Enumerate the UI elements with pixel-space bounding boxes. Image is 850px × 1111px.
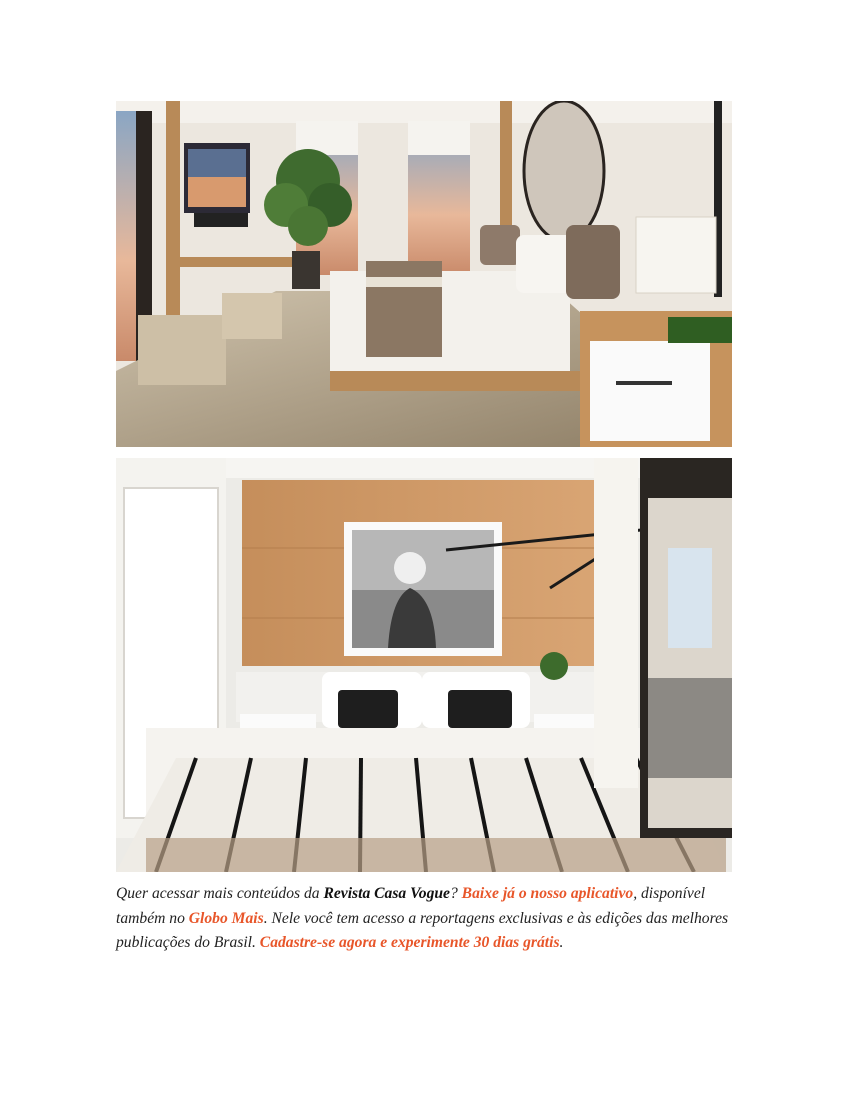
bedroom-photo-2-illustration (116, 458, 732, 872)
brand-name: Revista Casa Vogue (323, 885, 450, 902)
bedroom-photo-1-illustration (116, 101, 732, 447)
caption-mid-1: , disponível também no (116, 885, 706, 927)
caption-paragraph (116, 882, 736, 956)
signup-trial-link[interactable]: Cadastre-se agora e experimente 30 dias grátis (259, 934, 560, 951)
caption-mid-2: . Nele você tem acesso a reportagens exclusivas e às edições das melhores publicações do Brasil. (116, 909, 729, 951)
bedroom-photo-1 (116, 101, 732, 447)
caption-lead: Quer acessar mais conteúdos da (116, 885, 324, 902)
globo-mais-link[interactable]: Globo Mais (188, 909, 264, 927)
caption-end: . (559, 934, 564, 951)
caption-question-mark: ? (449, 885, 462, 902)
download-app-link[interactable]: Baixe já o nosso aplicativo (461, 885, 634, 902)
bedroom-photo-2 (116, 458, 732, 872)
